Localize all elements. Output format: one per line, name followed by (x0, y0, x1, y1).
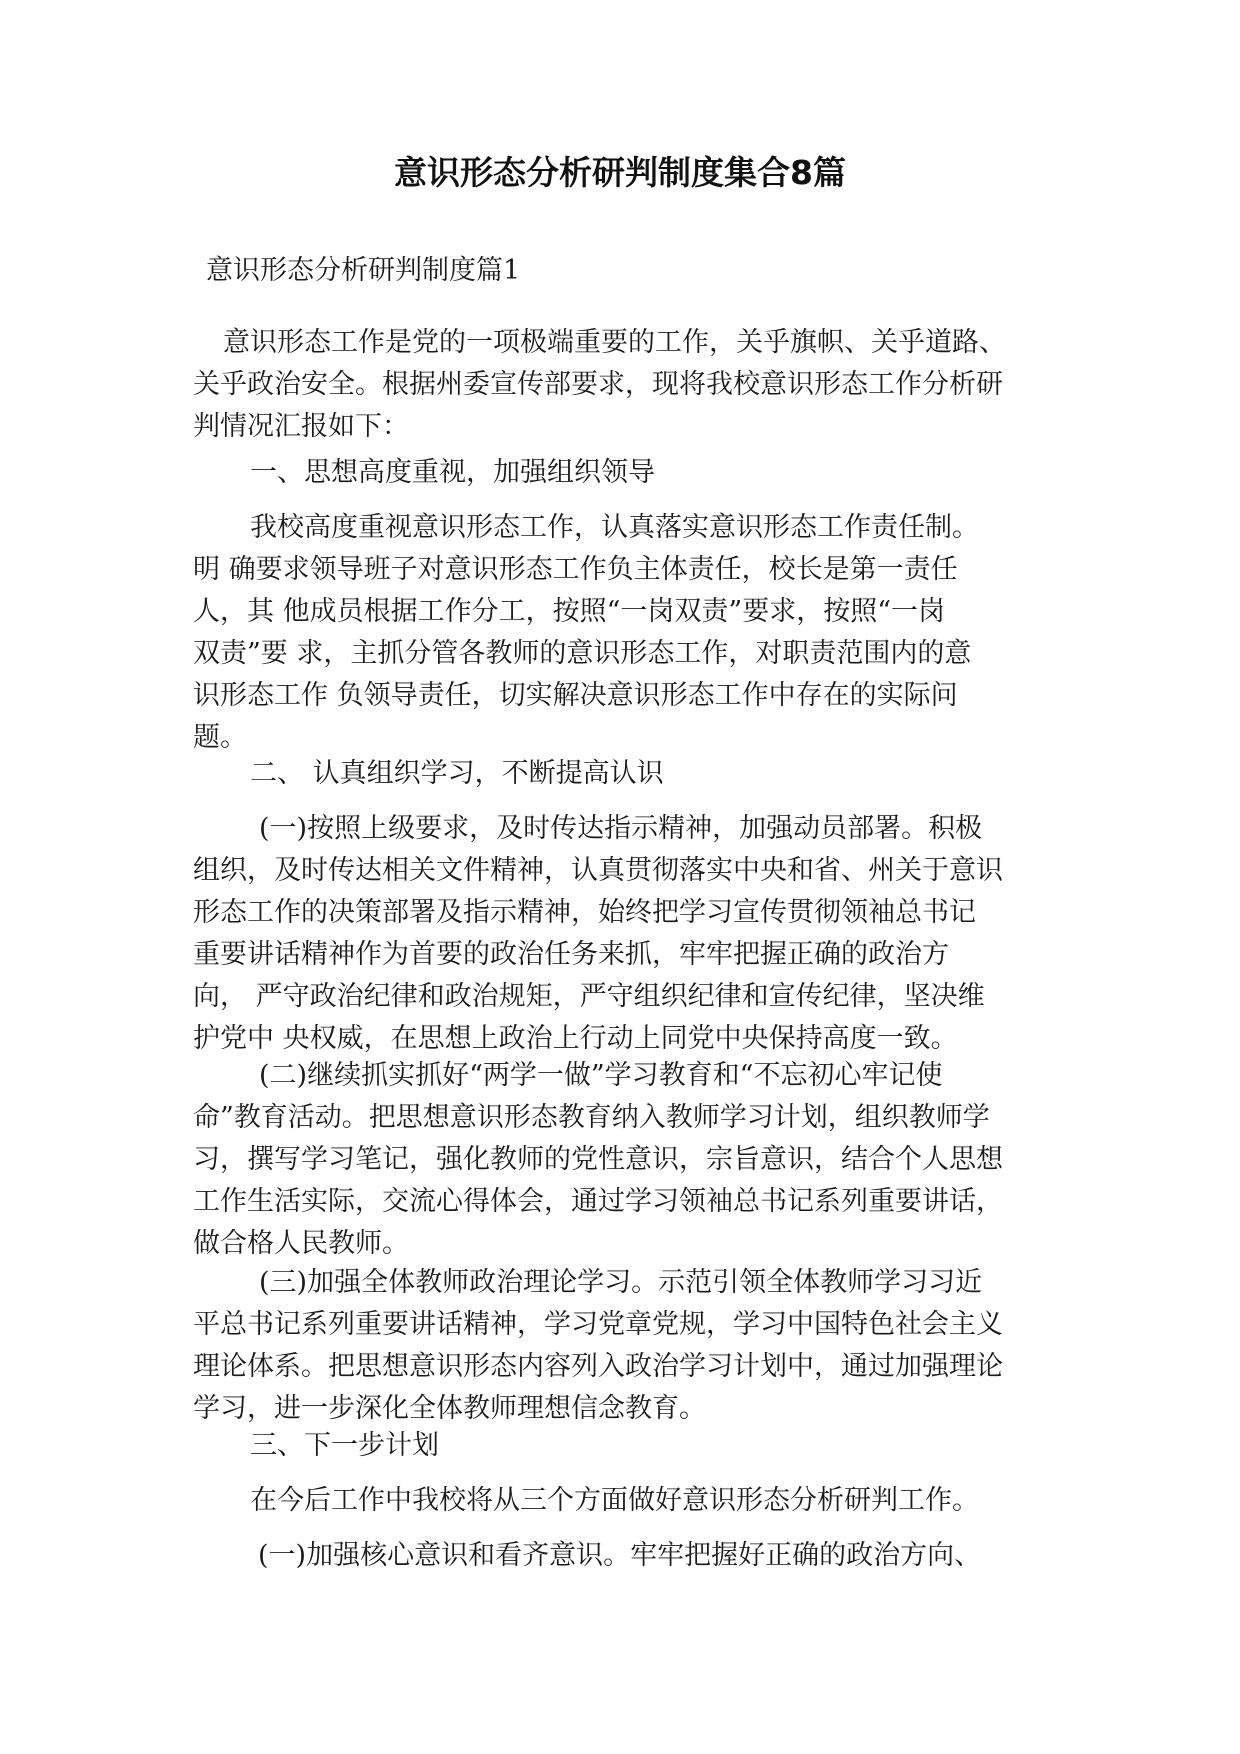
section-3-title: 三、下一步计划 (250, 1430, 439, 1461)
section-3-body: 在今后工作中我校将从三个方面做好意识形态分析研判工作。 (250, 1485, 979, 1516)
section-2-title: 二、 认真组织学习，不断提高认识 (250, 758, 664, 789)
section-2-item-3: (三)加强全体教师政治理论学习。示范引领全体教师学习习近 平总书记系列重要讲话精神，学习党章党规，学习中国特色社会主义 理论体系。把思想意识形态内容列入政治学习计划中，通过加强理论 学习，进一步深化全体教师理想信念教育。 (193, 1267, 1003, 1424)
section-2-item-2: (二)继续抓实抓好“两学一做”学习教育和“不忘初心牢记使 命”教育活动。把思想意识形态教育纳入教师学习计划，组织教师学 习，撰写学习笔记，强化教师的党性意识，宗旨意识，结合个人思想 工作生活实际，交流心得体会，通过学习领袖总书记系列重要讲话， 做合格人民教师。 (193, 1060, 1003, 1259)
document-title: 意识形态分析研判制度集合8篇 (394, 153, 846, 192)
section-3-item-1: (一)加强核心意识和看齐意识。牢牢把握好正确的政治方向、 (258, 1540, 982, 1571)
section-1-title: 一、思想高度重视，加强组织领导 (250, 457, 655, 488)
section-1-body: 我校高度重视意识形态工作，认真落实意识形态工作责任制。 明 确要求领导班子对意识形态工作负主体责任，校长是第一责任 人，其 他成员根据工作分工，按照“一岗双责”要求，按照“一岗 双责”要 求，主抓分管各教师的意识形态工作，对职责范围内的意 识形态工作 负领导责任，切实解决意识形态工作中存在的实际问 题。 (193, 512, 979, 753)
section-2-item-1: (一)按照上级要求，及时传达指示精神，加强动员部署。积极 组织，及时传达相关文件精神，认真贯彻落实中央和省、州关于意识 形态工作的决策部署及指示精神，始终把学习宣传贯彻领袖总书记 重要讲话精神作为首要的政治任务来抓，牢牢把握正确的政治方 向， 严守政治纪律和政治规矩，严守组织纪律和宣传纪律，坚决维 护党中 央权威，在思想上政治上行动上同党中央保持高度一致。 (193, 813, 1003, 1054)
intro-paragraph: 意识形态工作是党的一项极端重要的工作，关乎旗帜、关乎道路、 关乎政治安全。根据州委宣传部要求，现将我校意识形态工作分析研 判情况汇报如下： (193, 327, 1006, 442)
chapter-heading: 意识形态分析研判制度篇1 (206, 255, 521, 286)
